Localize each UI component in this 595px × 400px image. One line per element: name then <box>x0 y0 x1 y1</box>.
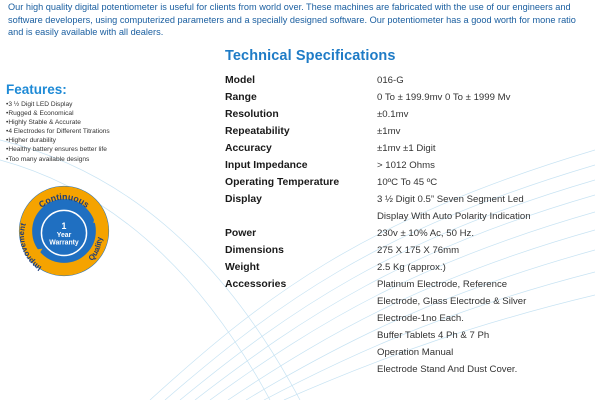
feature-item: • Highly Stable & Accurate <box>6 118 110 127</box>
spec-row <box>225 191 531 208</box>
feature-item: • Higher durability <box>6 136 110 145</box>
spec-value: 230v ± 10% Ac, 50 Hz. <box>377 228 474 239</box>
spec-row <box>225 157 531 174</box>
spec-row <box>225 174 531 191</box>
spec-row <box>225 106 531 123</box>
spec-value: Electrode, Glass Electrode & Silver <box>377 296 527 307</box>
spec-row <box>225 344 531 361</box>
intro-paragraph: Our high quality digital potentiometer is useful for clients from world over. These machines are fabricated with the use of our engineers and software developers, using computerized parameters and a specially designed software. Our potentiometer has a good worth for mone ratio and is easily available with all dealers. <box>8 2 576 38</box>
spec-row <box>225 140 531 157</box>
spec-row <box>225 259 531 276</box>
warranty-badge-icon <box>15 182 113 280</box>
spec-label <box>225 344 377 361</box>
spec-label: Model <box>225 75 256 86</box>
spec-row <box>225 276 531 293</box>
spec-value: ±1mv <box>377 126 401 137</box>
spec-label: Resolution <box>225 109 279 120</box>
spec-row <box>225 89 531 106</box>
spec-value: ±1mv ±1 Digit <box>377 143 436 154</box>
spec-value: Buffer Tablets 4 Ph & 7 Ph <box>377 330 490 341</box>
spec-row <box>225 123 531 140</box>
spec-value: Display With Auto Polarity Indication <box>377 211 531 222</box>
features-heading: Features: <box>6 82 67 97</box>
badge-text-quality: Quality <box>86 236 105 263</box>
spec-label <box>225 327 377 344</box>
spec-value: > 1012 Ohms <box>377 160 435 171</box>
spec-value: 2.5 Kg (approx.) <box>377 262 446 273</box>
technical-specifications-heading: Technical Specifications <box>225 48 396 64</box>
feature-item: • 3 ½ Digit LED Display <box>6 100 110 109</box>
spec-value: ±0.1mv <box>377 109 409 120</box>
spec-label: Display <box>225 194 262 205</box>
spec-label <box>225 293 377 310</box>
badge-center-1: 1 <box>61 221 67 232</box>
spec-row <box>225 225 531 242</box>
spec-row <box>225 293 531 310</box>
spec-row <box>225 242 531 259</box>
feature-item: • Rugged & Economical <box>6 109 110 118</box>
spec-label: Input Impedance <box>225 160 308 171</box>
features-list <box>6 100 110 164</box>
spec-label: Accuracy <box>225 143 272 154</box>
feature-item: • Healthy battery ensures better life <box>6 145 110 154</box>
spec-value: 016-G <box>377 75 404 86</box>
spec-label: Operating Temperature <box>225 177 340 188</box>
spec-label: Repeatability <box>225 126 290 137</box>
spec-label: Power <box>225 228 257 239</box>
spec-label <box>225 361 377 378</box>
spec-value: 10ºC To 45 ºC <box>377 177 438 188</box>
spec-value: Electrode-1no Each. <box>377 313 464 324</box>
spec-value: 0 To ± 199.9mv 0 To ± 1999 Mv <box>377 92 511 103</box>
spec-row <box>225 208 531 225</box>
spec-value: Platinum Electrode, Reference <box>377 279 508 290</box>
spec-label: Range <box>225 92 257 103</box>
spec-label <box>225 208 377 225</box>
feature-item: • Too many available designs <box>6 155 110 164</box>
badge-center-year: Year <box>56 231 72 239</box>
spec-value: 3 ½ Digit 0.5” Seven Segment Led <box>377 194 524 205</box>
spec-label: Weight <box>225 262 260 273</box>
spec-value: 275 X 175 X 76mm <box>377 245 460 256</box>
feature-item: • 4 Electrodes for Different Titrations <box>6 127 110 136</box>
spec-row <box>225 310 531 327</box>
spec-value: Operation Manual <box>377 347 454 358</box>
spec-row <box>225 327 531 344</box>
spec-row <box>225 72 531 89</box>
badge-text-continuous: Continuous <box>36 191 92 210</box>
specifications-table <box>225 72 531 378</box>
spec-label: Dimensions <box>225 245 284 256</box>
badge-text-improvement: Improvement <box>16 222 43 273</box>
spec-label: Accessories <box>225 279 287 290</box>
spec-row <box>225 361 531 378</box>
badge-center-warranty: Warranty <box>49 239 79 247</box>
spec-label <box>225 310 377 327</box>
spec-value: Electrode Stand And Dust Cover. <box>377 364 518 375</box>
